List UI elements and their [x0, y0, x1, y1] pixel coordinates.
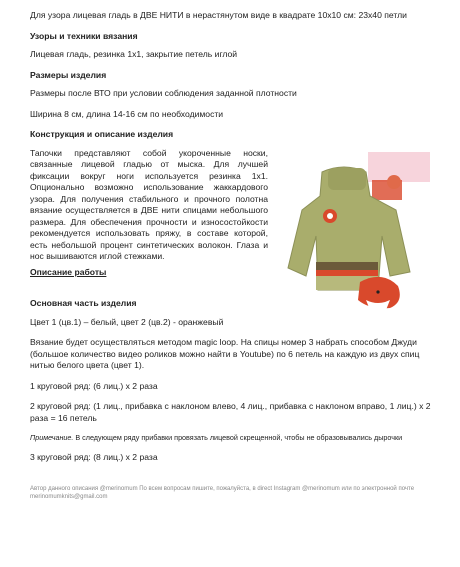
- patterns-text: Лицевая гладь, резинка 1х1, закрытие петель иглой: [30, 49, 238, 59]
- construction-heading: Конструкция и описание изделия: [30, 129, 174, 139]
- row-2: 2 круговой ряд: (1 лиц., прибавка с наклоном влево, 4 лиц., прибавка с наклоном вправо, 1 лиц.) х 2 раза = 16 петель: [30, 401, 431, 423]
- note-label: Примечание.: [30, 433, 74, 442]
- method-paragraph: Вязание будет осуществляться методом magic loop. На спицы номер 3 набрать способом Джуди (большое количество видео роликов можно найти в Youtube) по 6 петель на каждую из двух спиц нитью белого цвета (цвет 1).: [30, 337, 420, 370]
- construction-paragraph: Тапочки представляют собой укороченные носки, связанные лицевой гладью от мыска. Для лучшей фиксации вокруг ноги используется резинка 1х1. Опционально возможно использование жаккардового узора. Для получения стабильного и прочного полотна вязание осуществляется в ДВЕ нити спицами небольшого размера. Для обеспечения прочности и износостойкости рекомендуется использовать пряжу, в составе которой, есть небольшой процент синтетических волокон. Глаза и нос вышиваются иглой стежками.: [30, 147, 268, 261]
- work-description-title: Описание работы: [30, 266, 107, 277]
- patterns-heading: Узоры и техники вязания: [30, 30, 138, 41]
- jacquard-band: [316, 262, 378, 270]
- note: [30, 433, 436, 443]
- main-part-heading: Основная часть изделия: [30, 298, 137, 308]
- colors-line: Цвет 1 (цв.1) – белый, цвет 2 (цв.2) - оранжевый: [30, 316, 224, 327]
- sizes-line-2: Ширина 8 см, длина 14-16 см по необходимости: [30, 108, 224, 119]
- gauge-intro: Для узора лицевая гладь в ДВЕ НИТИ в нерастянутом виде в квадрате 10х10 см: 23х40 петли: [30, 10, 407, 20]
- small-fox-toy: [387, 175, 401, 189]
- turtleneck-collar: [328, 168, 366, 190]
- sweater-photo: [286, 150, 436, 314]
- sizes-heading: Размеры изделия: [30, 69, 107, 80]
- row-3: 3 круговой ряд: (8 лиц.) х 2 раза: [30, 451, 158, 462]
- author-footer: Автор данного описания @merinomum По всем вопросам пишите, пожалуйста, в direct Instagram @merinomum или по электронной почте merinomumknits@gmail.com: [30, 486, 415, 500]
- sizes-line-1: Размеры после ВТО при условии соблюдения заданной плотности: [30, 88, 297, 98]
- note-text: В следующем ряду прибавки провязать лицевой скрещенной, чтобы не образовывались дырочки: [73, 433, 403, 442]
- construction-block: [30, 148, 436, 263]
- row-1: 1 круговой ряд: (6 лиц.) х 2 раза: [30, 380, 158, 391]
